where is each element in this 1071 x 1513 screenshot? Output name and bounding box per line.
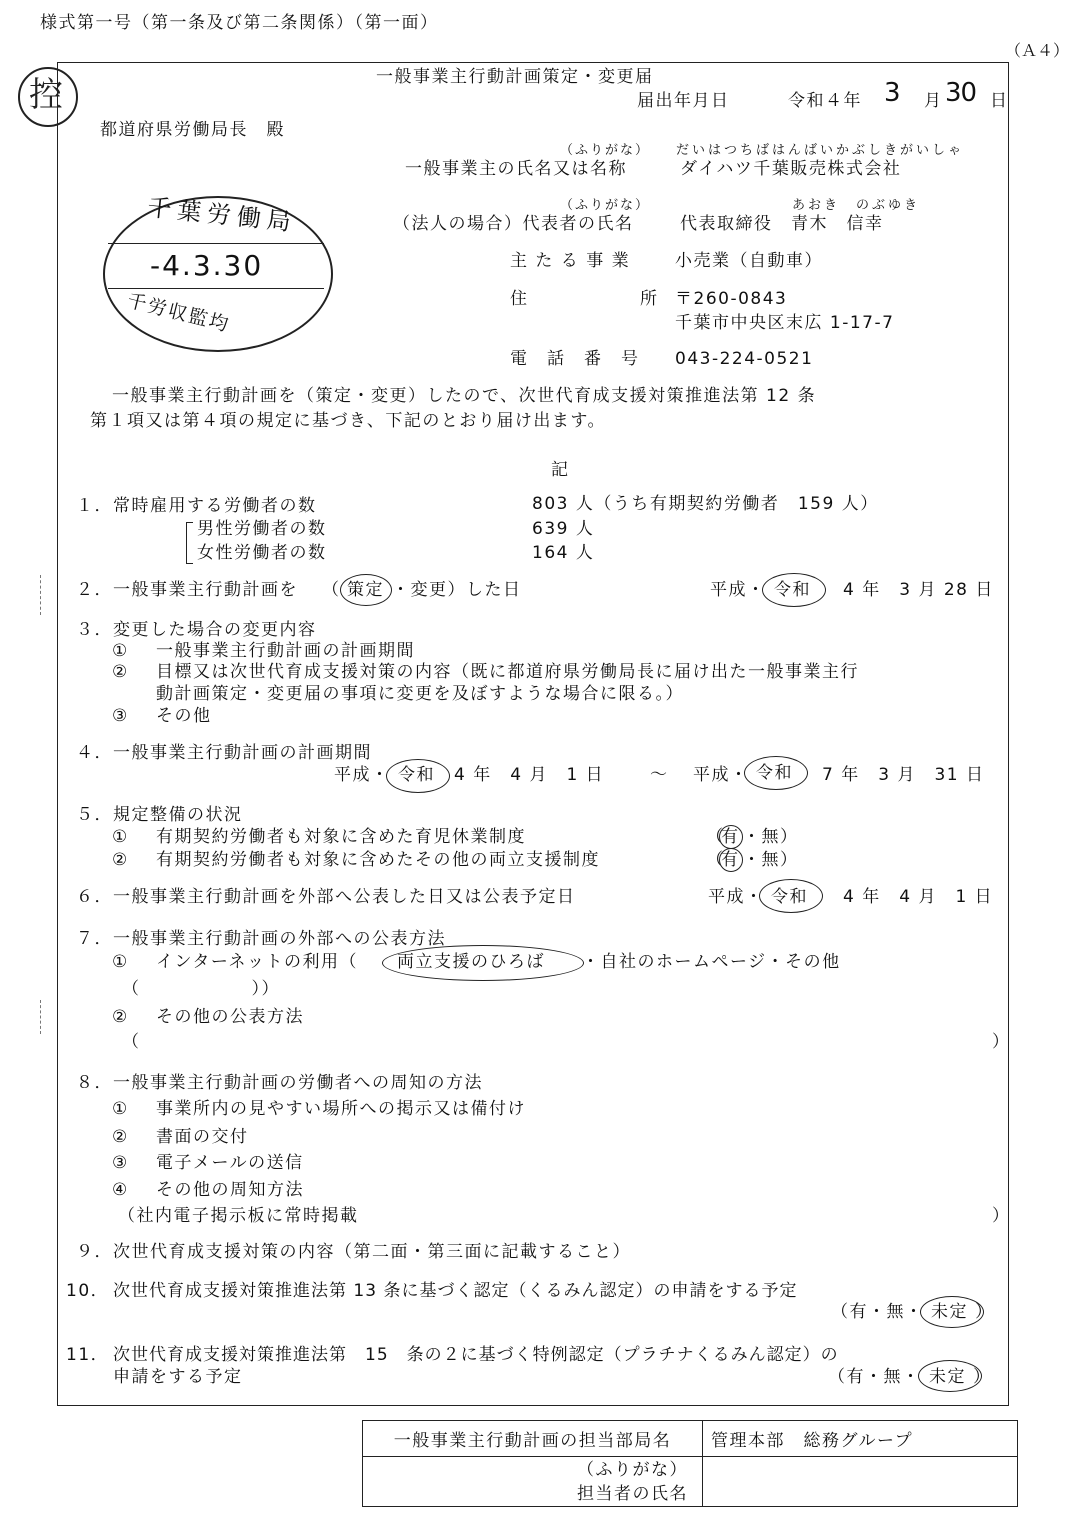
item5-o2: 有期契約労働者も対象に含めたその他の両立支援制度 xyxy=(156,850,600,870)
rep-name: 代表取締役 青木 信幸 xyxy=(680,214,884,234)
item4-end: 7 年 3 月 31 日 xyxy=(822,765,985,785)
item8-o2-mark: ② xyxy=(112,1127,129,1147)
item3-number: ３． xyxy=(76,620,113,640)
item9-number: ９． xyxy=(76,1242,113,1262)
address: 千葉市中央区末広 1-17-7 xyxy=(675,313,895,333)
date-month-handwritten: 3 xyxy=(884,78,903,108)
item8-o1-mark: ① xyxy=(112,1099,129,1119)
item3-o2-line-1: 目標又は次世代育成支援対策の内容（既に都道府県労働局長に届け出た一般事業主行 xyxy=(156,662,859,682)
item5-o1-yes: 有 xyxy=(721,827,740,847)
item8-o4-close: ） xyxy=(992,1206,1011,1226)
person-label: 担当者の氏名 xyxy=(577,1483,688,1504)
item2-number: ２． xyxy=(76,580,113,600)
item3-o1-mark: ① xyxy=(112,641,129,661)
item3-label: 変更した場合の変更内容 xyxy=(113,620,317,640)
item4-era1: 平成・ xyxy=(334,765,390,785)
item1-number: １． xyxy=(76,496,113,516)
item1-brace xyxy=(186,522,193,564)
item8-o4-mark: ④ xyxy=(112,1180,129,1200)
margin-dash-1 xyxy=(40,575,41,615)
item6-era-heisei: 平成・ xyxy=(708,887,764,907)
item8-o3: 電子メールの送信 xyxy=(156,1153,304,1173)
phone: 043-224-0521 xyxy=(675,349,814,369)
item5-o1-rest: ・無） xyxy=(743,827,799,847)
item7-o2-mark: ② xyxy=(112,1007,129,1027)
item1-male-count: 639 人 xyxy=(532,519,595,539)
company-name: ダイハツ千葉販売株式会社 xyxy=(680,159,902,179)
stamp-divider-bottom xyxy=(108,288,324,289)
address-label-1: 住 xyxy=(510,289,529,309)
date-label: 届出年月日 xyxy=(637,91,730,111)
company-furigana-label: （ふりがな） xyxy=(560,143,651,158)
hikae-stamp-text: 控 xyxy=(29,75,63,115)
item8-o2: 書面の交付 xyxy=(156,1127,249,1147)
item6-number: ６． xyxy=(76,887,113,907)
item7-o2-open: （ xyxy=(122,1032,141,1052)
item2-paren-open: （ xyxy=(322,580,341,600)
postal-code: 〒260-0843 xyxy=(675,289,788,309)
company-label: 一般事業主の氏名又は名称 xyxy=(405,159,627,179)
rep-furigana: あおき のぶゆき xyxy=(792,198,921,213)
date-day-handwritten: 30 xyxy=(945,78,977,108)
item7-ryoritsu: 両立支援のひろば xyxy=(397,952,545,972)
item2-label-a: 一般事業主行動計画を xyxy=(113,580,298,600)
item4-reiwa1: 令和 xyxy=(398,765,435,785)
item1-male-label: 男性労働者の数 xyxy=(197,519,327,539)
form-number: 様式第一号（第一条及び第二条関係）（第一面） xyxy=(40,13,439,33)
item7-label: 一般事業主行動計画の外部への公表方法 xyxy=(113,929,446,949)
stamp-bottom-text: 千労収監均 xyxy=(124,289,233,337)
intro-line-2: 第１項又は第４項の規定に基づき、下記のとおり届け出ます。 xyxy=(90,411,606,431)
item1-total: 803 人（うち有期契約労働者 159 人） xyxy=(532,494,879,514)
item4-era2: 平成・ xyxy=(693,765,749,785)
item8-o1: 事業所内の見やすい場所への掲示又は備付け xyxy=(156,1099,526,1119)
item3-o2-line-2: 動計画策定・変更届の事項に変更を及ぼすような場合に限る。） xyxy=(156,684,684,704)
margin-dash-2 xyxy=(40,1000,41,1034)
item11-options: （有・無・ xyxy=(828,1367,921,1387)
item7-o1-paren: （ ）） xyxy=(122,979,280,999)
item9-label: 次世代育成支援対策の内容（第二面・第三面に記載すること） xyxy=(113,1242,631,1262)
item8-o4-value: （社内電子掲示板に常時掲載 xyxy=(118,1206,359,1226)
ki: 記 xyxy=(551,460,570,480)
item8-number: ８． xyxy=(76,1073,113,1093)
item10-label: 次世代育成支援対策推進法第 13 条に基づく認定（くるみん認定）の申請をする予定 xyxy=(113,1281,798,1301)
stamp-date: -4.3.30 xyxy=(150,249,264,282)
item2-label-b: ・変更）した日 xyxy=(392,580,522,600)
item4-number: ４． xyxy=(76,743,113,763)
item7-o1-mark: ① xyxy=(112,952,129,972)
item5-o1-paren: （ xyxy=(706,827,725,847)
item1-label: 常時雇用する労働者の数 xyxy=(113,496,317,516)
item4-reiwa2: 令和 xyxy=(756,763,793,783)
item3-o1: 一般事業主行動計画の計画期間 xyxy=(156,641,415,661)
item5-o2-rest: ・無） xyxy=(743,850,799,870)
addressee: 都道府県労働局長 殿 xyxy=(100,120,285,140)
date-month-unit: 月 xyxy=(924,91,943,111)
dept-label: 一般事業主行動計画の担当部局名 xyxy=(363,1421,703,1457)
item7-o2: その他の公表方法 xyxy=(156,1007,304,1027)
item8-o4: その他の周知方法 xyxy=(156,1180,304,1200)
item5-label: 規定整備の状況 xyxy=(113,805,243,825)
item5-o2-yes: 有 xyxy=(721,850,740,870)
item11-label-line-2: 申請をする予定 xyxy=(113,1367,243,1387)
item11-number: 11． xyxy=(66,1345,110,1365)
item3-o2-mark: ② xyxy=(112,662,129,682)
stamp-divider-top xyxy=(108,243,324,244)
paper-size: （Ａ４） xyxy=(1005,41,1070,60)
date-era-year: 令和４年 xyxy=(788,91,862,111)
item4-start: 4 年 4 月 1 日 xyxy=(454,765,605,785)
stamp-top-text: 千葉労働局 xyxy=(145,193,299,237)
item8-o3-mark: ③ xyxy=(112,1153,129,1173)
item7-o1: インターネットの利用（ xyxy=(156,952,358,972)
item10-mitei: 未定 xyxy=(931,1302,968,1322)
doc-title: 一般事業主行動計画策定・変更届 xyxy=(376,67,654,87)
item10-number: 10． xyxy=(66,1281,110,1301)
person-value xyxy=(703,1457,1018,1507)
item7-number: ７． xyxy=(76,929,113,949)
business-label: 主 た る 事 業 xyxy=(510,251,631,271)
item3-o3-mark: ③ xyxy=(112,706,129,726)
item6-era-reiwa: 令和 xyxy=(771,887,808,907)
item5-o1: 有期契約労働者も対象に含めた育児休業制度 xyxy=(156,827,526,847)
item2-era-heisei: 平成・ xyxy=(710,580,766,600)
date-day-unit: 日 xyxy=(990,91,1009,111)
item10-options: （有・無・ xyxy=(831,1302,924,1322)
item2-era-reiwa: 令和 xyxy=(774,580,811,600)
item6-label: 一般事業主行動計画を外部へ公表した日又は公表予定日 xyxy=(113,887,576,907)
item2-date: 4 年 3 月 28 日 xyxy=(843,580,994,600)
item8-label: 一般事業主行動計画の労働者への周知の方法 xyxy=(113,1073,483,1093)
item2-sakutei: 策定 xyxy=(347,580,384,600)
address-label-2: 所 xyxy=(640,289,659,309)
item5-o1-mark: ① xyxy=(112,827,129,847)
intro-line-1: 一般事業主行動計画を（策定・変更）したので、次世代育成支援対策推進法第 12 条 xyxy=(112,386,817,406)
item7-o1-rest: ・自社のホームページ・その他 xyxy=(582,952,841,972)
item1-female-count: 164 人 xyxy=(532,543,595,563)
item11-label-line-1: 次世代育成支援対策推進法第 15 条の２に基づく特例認定（プラチナくるみん認定）の xyxy=(113,1345,839,1365)
contact-table xyxy=(362,1420,1018,1507)
dept-value: 管理本部 総務グループ xyxy=(703,1421,1018,1457)
item5-number: ５． xyxy=(76,805,113,825)
person-label-cell xyxy=(363,1457,703,1507)
rep-label: （法人の場合）代表者の氏名 xyxy=(393,214,634,234)
item5-o2-paren: （ xyxy=(706,850,725,870)
item5-o2-mark: ② xyxy=(112,850,129,870)
item11-close: ） xyxy=(973,1367,992,1387)
item10-close: ） xyxy=(975,1302,994,1322)
person-furigana-label: （ふりがな） xyxy=(577,1459,688,1480)
item7-o2-close: ） xyxy=(992,1032,1011,1052)
phone-label: 電 話 番 号 xyxy=(510,349,640,369)
item3-o3: その他 xyxy=(156,706,212,726)
business-value: 小売業（自動車） xyxy=(675,251,823,271)
company-furigana: だいはつちばはんばいかぶしきがいしゃ xyxy=(676,143,965,158)
item11-mitei: 未定 xyxy=(929,1367,966,1387)
item1-female-label: 女性労働者の数 xyxy=(197,543,327,563)
item6-date: 4 年 4 月 1 日 xyxy=(843,887,994,907)
item4-tilde: ～ xyxy=(650,765,669,785)
item4-label: 一般事業主行動計画の計画期間 xyxy=(113,743,372,763)
rep-furigana-label: （ふりがな） xyxy=(560,198,651,213)
